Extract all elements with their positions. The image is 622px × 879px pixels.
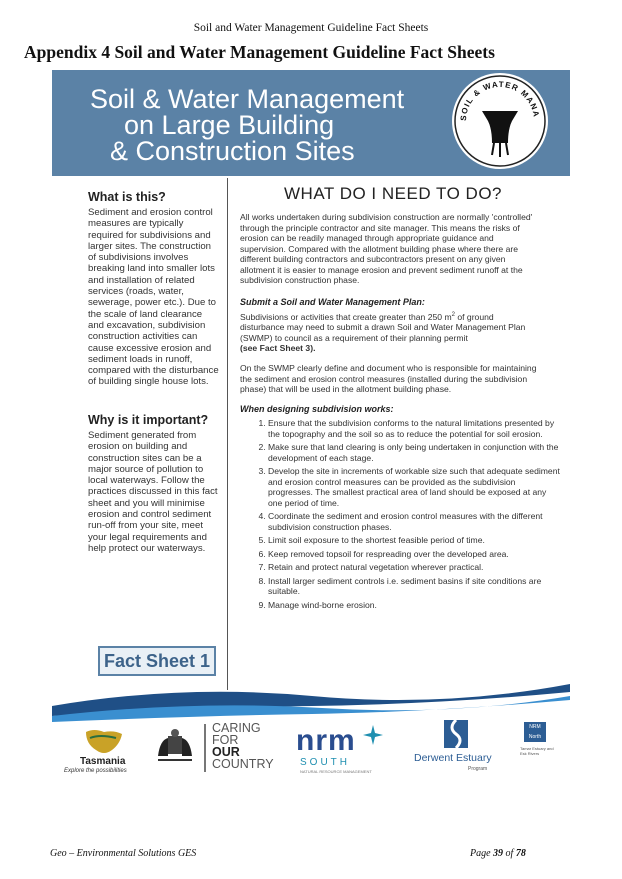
page-number [470,848,526,859]
derwent-estuary-logo [414,720,504,780]
page-of: of [503,848,516,859]
caring-line-3: OUR [212,745,240,759]
intro-paragraph: All works undertaken during subdivision construction are normally 'controlled' through the principle contractor and site manager. This means the risks of erosion can be readily managed through appropriate guidance and supervision. Compared with the allotment building phase where there are different building contractors and subcontractors present on any given allotment it is easier to manage erosion and prevent sediment runoff at the subdivision construction phase. [240,212,533,285]
page-prefix: Page [470,848,494,859]
swmp-paragraph: On the SWMP clearly define and document who is responsible for maintaining the sediment and erosion control measures (installed during the subdivision phase) that will be used in the allotment building phase. [240,363,537,394]
fact-sheet-3-ref: (see Fact Sheet 3). [240,343,316,354]
tasmania-wordmark: Tasmania [80,756,126,767]
page-total: 78 [515,848,526,859]
design-step: 3. Develop the site in increments of workable size such that adequate sediment and erosion control measures can be provided as the subdivision progresses. The smallest practical area of land should be exposed at any one period of time. [268,466,560,508]
tasmania-map-icon [70,728,142,758]
submit-plan-body [240,310,540,354]
plan-body-a: Subdivisions or activities that create greater than 250 m [240,311,452,322]
appendix-title: Appendix 4 Soil and Water Management Guideline Fact Sheets [24,42,495,62]
derwent-river-icon [444,720,468,748]
design-step: 4. Coordinate the sediment and erosion control measures with the different subdivision construction phases. [268,511,560,532]
designing-works-heading: When designing subdivision works: [240,404,394,414]
what-to-do-heading: WHAT DO I NEED TO DO? [284,184,502,203]
why-important-heading: Why is it important? [88,413,209,427]
nrm-wordmark: nrm [296,724,356,757]
australian-crest-logo [154,728,196,764]
caring-line-2: FOR [212,733,239,747]
design-step: 5. Limit soil exposure to the shortest feasible period of time. [268,535,560,546]
design-step: 2. Make sure that land clearing is only being undertaken in conjunction with the development of each stage. [268,442,560,463]
design-step: 7. Retain and protect natural vegetation wherever practical. [268,562,560,573]
banner-title-line-3: & Construction Sites [110,136,355,166]
banner-title-line-1: Soil & Water Management [90,84,405,114]
submit-plan-heading: Submit a Soil and Water Management Plan: [240,297,425,307]
design-steps-list [252,418,560,613]
nrm-north-logo [520,722,560,778]
plan-body-b: of ground disturbance may need to submit a drawn Soil and Water Management Plan (SWMP) to council as a requirement of their planning permit [240,311,526,343]
nrm-north-badge: NRM North [524,722,546,742]
soil-water-logo-icon [452,73,548,169]
design-step: 6. Keep removed topsoil for respreading over the developed area. [268,549,560,560]
plan-body-sup: 2 [451,312,455,318]
derwent-subtitle: Program [468,766,488,772]
tasmania-logo [64,728,142,780]
caring-line-4: COUNTRY [212,757,274,771]
design-step: 9. Manage wind-borne erosion. [268,600,560,611]
banner-title-line-2: on Large Building [124,110,335,140]
page-current: 39 [493,848,504,859]
fact-sheet-banner [52,70,570,176]
what-is-this-body: Sediment and erosion control measures are typically required for subdivisions and larger sites. The construction of subdivisions involves breaking land into smaller lots and installation of related services (roads, water, sewerage, power etc.). Due to the scale of land clearance and excavation, subdivision construction activities can cause excessive erosion and sediment loads in runoff, compared with the disturbance of building single house lots. [88,207,219,388]
logo-separator [204,724,206,772]
design-step: 1. Ensure that the subdivision conforms to the natural limitations presented by the topography and the soil so as to reduce the potential for soil erosion. [268,418,560,439]
nrm-south-text: SOUTH [300,757,350,768]
caring-for-our-country-logo [212,722,274,770]
column-divider [227,178,228,690]
why-important-body: Sediment generated from erosion on building and construction sites can be a major source of pollution to local waterways. Follow the practices discussed in this fact sheet and you will minimise erosion and control sediment run-off from your site, meet your legal requirements and help protect our waterways. [88,430,218,554]
what-is-this-heading: What is this? [88,190,166,204]
derwent-wordmark: Derwent Estuary [414,752,492,764]
logo-ring-text: SOIL & WATER MANA [458,79,541,122]
design-step: 8. Install larger sediment controls i.e. sediment basins if site conditions are suitable. [268,576,560,597]
caring-line-1: CARING [212,721,261,735]
coat-of-arms-icon [154,728,196,764]
running-header: Soil and Water Management Guideline Fact Sheets [193,22,429,34]
fact-sheet-label: Fact Sheet 1 [98,646,216,676]
soil-water-logo [452,73,548,169]
tasmania-tagline: Explore the possibilities [64,768,127,774]
nrm-subtitle: NATURAL RESOURCE MANAGEMENT [300,769,372,774]
wave-decoration [52,676,570,726]
fact-sheet-body [52,176,570,691]
nrm-star-icon [362,724,384,746]
nrm-south-logo [296,724,396,780]
footer-author: Geo – Environmental Solutions GES [50,848,197,859]
tamar-text: Tamar Estuary and Esk Rivers [520,746,554,756]
